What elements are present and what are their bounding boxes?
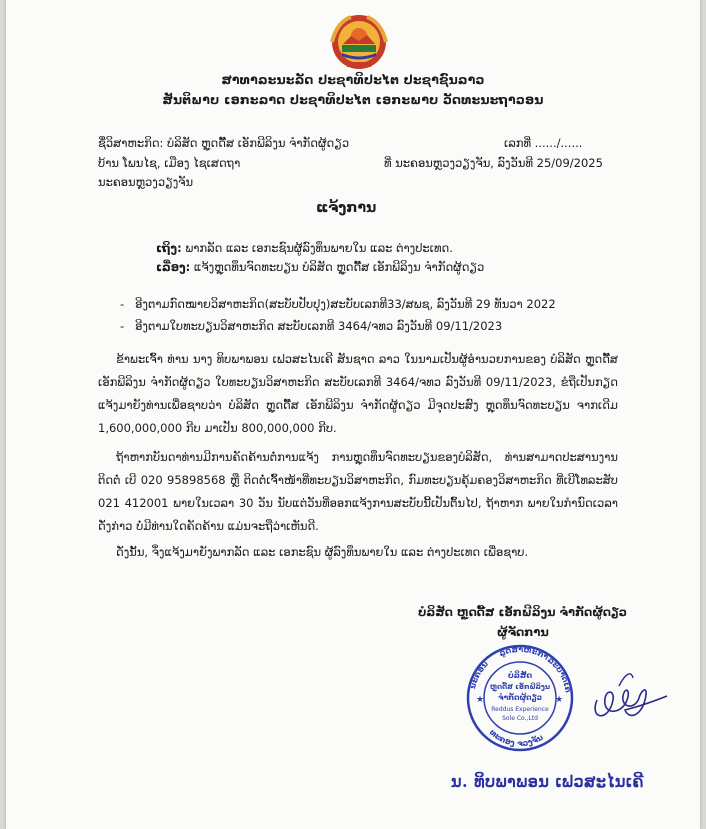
company-city-line: ນະຄອນຫຼວງວຽງຈັນ xyxy=(98,175,194,189)
document-page xyxy=(6,0,700,829)
svg-text:ລູດສາຫະກຳ xyxy=(498,645,551,662)
to-label: ເຖິງ: xyxy=(156,241,182,255)
reference-item-text: ອີງຕາມກົດໝາຍວິສາຫະກິດ(ສະບັບປັບປຸງ)ສະບັບເລກທີ33/ສພຊ, ລົງວັນທີ 29 ທັນວາ 2022 xyxy=(135,297,556,311)
body-paragraph-2: ຖ້າຫາກບັນດາທ່ານມີການຄັດຄ້ານຕໍ່ການແຈ້ງ ການຫຼຸດທຶນຈົດທະບຽນຂອງບໍລິສັດ, ທ່ານສາມາດປະສານງານຕິດຕໍ່ ເບີ 020 95898568 ຫຼື ຕິດຕໍ່ເຈົ້າໜ້າທີ່ທະບຽນວິສາຫະກິດ, ກົມທະບຽນຄຸ້ມຄອງວິສາຫະກິດ ທີ່ເບີໂທລະສັບ 021 412001 ພາຍໃນເວລາ 30 ວັນ ນັບແຕ່ວັນທີ່ອອກແຈ້ງການສະບັບນີ້ເປັນຕົ້ນໄປ, ຖ້າຫາກ ພາຍໃນກຳນົດເວລາດັ່ງກ່າວ ບໍ່ມີທ່ານໃດຄັດຄ້ານ ແມ່ນຈະຖືວ່າເຫັນດີ. xyxy=(98,450,618,533)
closing-role: ຜູ້ຈັດການ xyxy=(497,625,549,639)
stamp-ring-bottom: ທະຄອງ ຈວງຈັນ xyxy=(487,727,545,749)
subject-label: ເລື່ອງ: xyxy=(156,260,191,274)
to-line xyxy=(156,240,453,256)
stamp-line-5: Sole Co.,Ltd xyxy=(502,715,538,722)
closing-company: ບໍລິສັດ ຫຼູດດັ໊ສ ເອັກພີລິງນ ຈຳກັດຜູ້ດຽວ xyxy=(418,605,627,619)
republic-title: ສາທາລະນະລັດ ປະຊາທິປະໄຕ ປະຊາຊົນລາວ xyxy=(221,72,485,87)
reference-item: - ອີງຕາມໃບທະບຽນວິສາຫະກິດ ສະບັບເລກທີ 3464/ຈທວ ລົງວັນທີ 09/11/2023 xyxy=(120,319,503,333)
reference-number: ເລກທີ່ ....../...... xyxy=(504,136,583,150)
stamp-line-3: ຈຳກັດຜູ້ດຽວ xyxy=(498,693,542,702)
company-name-line: ຊື່ວິສາຫະກິດ: ບໍລິສັດ ຫຼູດດັ໊ສ ເອັກພີລິງນ ຈຳກັດຜູ້ດຽວ xyxy=(98,136,350,150)
signatory-name: ນ. ທິບພາພອນ ເຟວສະໄນເຄີ xyxy=(451,772,644,791)
reference-item-text: ອີງຕາມໃບທະບຽນວິສາຫະກິດ ສະບັບເລກທີ 3464/ຈທວ ລົງວັນທີ 09/11/2023 xyxy=(135,319,503,333)
stamp-line-4: Reddus Experience xyxy=(491,706,549,713)
subject-text: ແຈ້ງຫຼຸດທຶນຈົດທະບຽນ ບໍລິສັດ ຫຼູດດັ໊ສ ເອັກພີລິງນ ຈຳກັດຜູ້ດຽວ xyxy=(193,260,485,274)
to-text: ພາກລັດ ແລະ ເອກະຊົນຜູ້ລົງທຶນພາຍໃນ ແລະ ຕ່າງປະເທດ. xyxy=(185,241,453,255)
body-paragraph-3: ດັ່ງນັ້ນ, ຈຶ່ງແຈ້ງມາຍັງພາກລັດ ແລະ ເອກະຊົນ ຜູ້ລົງທຶນພາຍໃນ ແລະ ຕ່າງປະເທດ ເພື່ອຊາບ. xyxy=(116,545,529,559)
stamp-ring-top: ລູດສາຫະກຳ xyxy=(497,644,550,662)
stamp-star-icon: ★ xyxy=(476,695,485,705)
place-and-date: ທີ່ ນະຄອນຫຼວງວຽງຈັນ, ລົງວັນທີ 25/09/2025 xyxy=(384,156,603,170)
stamp-line-2: ຫຼູດດັ໊ສ ເອັກພີລິງນ xyxy=(489,683,551,691)
handwritten-signature xyxy=(579,660,669,730)
body-paragraph-1: ຂ້າພະເຈົ້າ ທ່ານ ນາງ ທິບພາພອນ ເຟວສະໄນເຄີ ສັນຊາດ ລາວ ໃນນາມເປັນຜູ້ອຳນວຍການຂອງ ບໍລິສັດ ຫຼູດດັ໊ສ ເອັກພີລິງນ ຈຳກັດຜູ້ດຽວ ໃບທະບຽນວິສາຫະກິດ ສະບັບເລກທີ 3464/ຈທວ ລົງວັນທີ 09/11/2023, ຂໍຖືເປັນກຽດ ແຈ້ງມາຍັງທ່ານເພື່ອຊາບວ່າ ບໍລິສັດ ຫຼູດດັ໊ສ ເອັກພີລິງນ ຈຳກັດຜູ້ດຽວ ມີຈຸດປະສົງ ຫຼຸດທຶນຈົດທະບຽນ ຈາກເດີມ 1,600,000,000 ກີບ ມາເປັນ 800,000,000 ກີບ. xyxy=(98,352,618,435)
national-emblem-icon xyxy=(329,14,389,70)
stamp-line-1: ບໍລິສັດ xyxy=(507,671,533,680)
stamp-star-icon: ★ xyxy=(555,695,564,705)
stamp-ring-right: ລະບາດເຄ xyxy=(545,655,573,694)
company-address-line: ບ້ານ ໂພນໄຊ, ເມືອງ ໄຊເສດຖາ xyxy=(98,156,241,170)
document-title: ແຈ້ງການ xyxy=(316,200,377,216)
national-motto: ສັນຕິພາບ ເອກະລາດ ປະຊາທິປະໄຕ ເອກະພາບ ວັດທະນະຖາວອນ xyxy=(162,92,544,107)
company-stamp xyxy=(454,642,586,754)
stamp-ring-left: ນະຄອນ xyxy=(467,659,490,690)
reference-item: - ອີງຕາມກົດໝາຍວິສາຫະກິດ(ສະບັບປັບປຸງ)ສະບັບເລກທີ33/ສພຊ, ລົງວັນທີ 29 ທັນວາ 2022 xyxy=(120,297,556,311)
subject-line xyxy=(156,259,484,275)
